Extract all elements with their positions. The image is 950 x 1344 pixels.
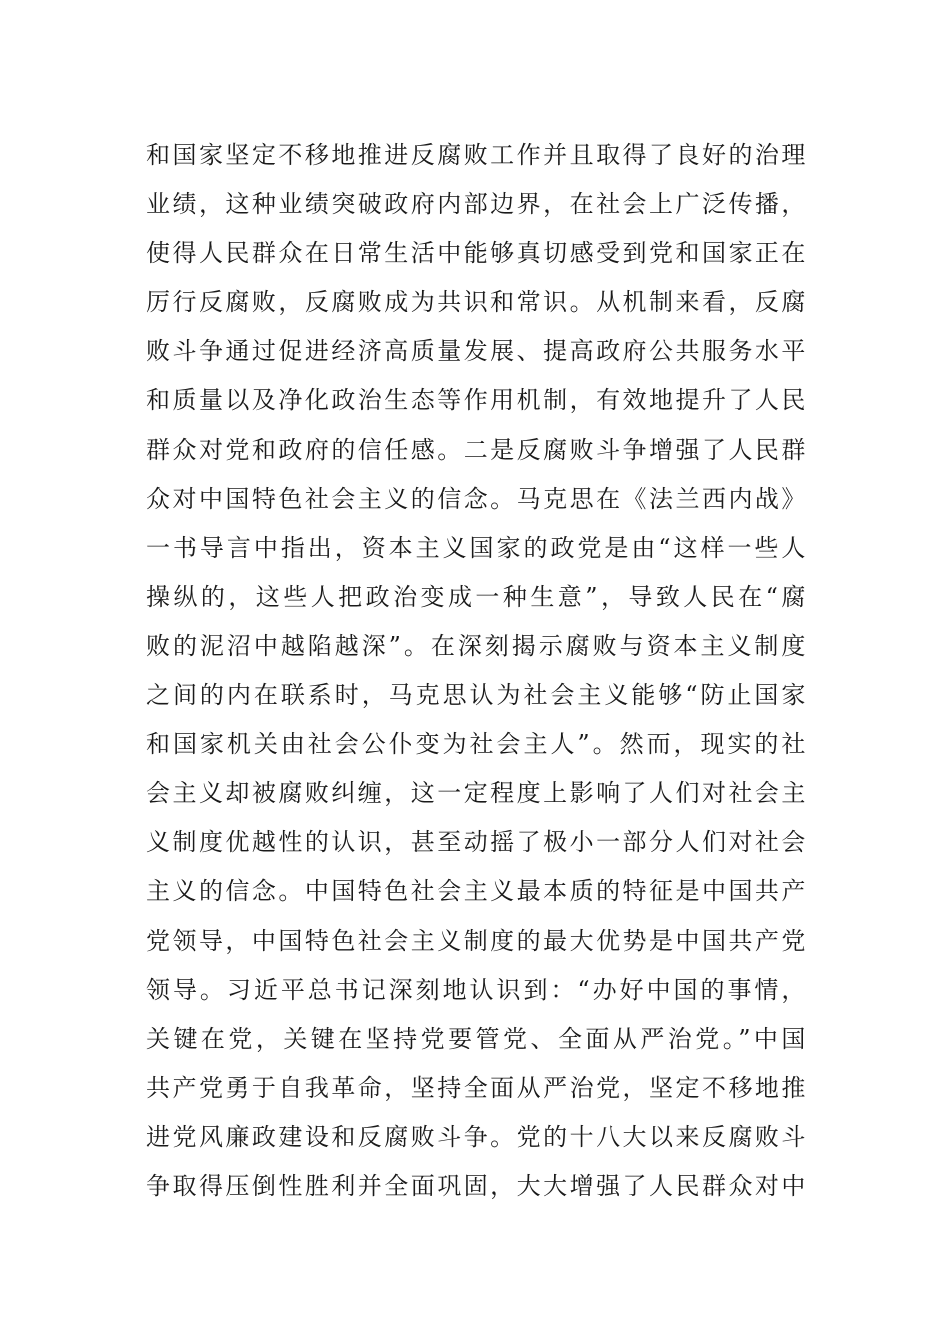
text-line: 和国家坚定不移地推进反腐败工作并且取得了良好的治理 — [146, 141, 806, 169]
body-text — [146, 131, 806, 1211]
text-line: 领导。习近平总书记深刻地认识到：“办好中国的事情， — [146, 975, 806, 1004]
text-line: 使得人民群众在日常生活中能够真切感受到党和国家正在 — [146, 239, 806, 268]
text-line: 厉行反腐败，反腐败成为共识和常识。从机制来看，反腐 — [146, 288, 806, 317]
text-line: 争取得压倒性胜利并全面巩固，大大增强了人民群众对中 — [146, 1171, 806, 1200]
text-line: 败的泥沼中越陷越深”。在深刻揭示腐败与资本主义制度 — [146, 631, 806, 660]
text-line: 一书导言中指出，资本主义国家的政党是由“这样一些人 — [146, 533, 806, 562]
text-line: 业绩，这种业绩突破政府内部边界，在社会上广泛传播， — [146, 190, 806, 219]
text-line: 关键在党，关键在坚持党要管党、全面从严治党。”中国 — [146, 1024, 806, 1053]
text-line: 主义的信念。中国特色社会主义最本质的特征是中国共产 — [146, 877, 806, 906]
text-line: 会主义却被腐败纠缠，这一定程度上影响了人们对社会主 — [146, 779, 806, 808]
text-line: 义制度优越性的认识，甚至动摇了极小一部分人们对社会 — [146, 828, 806, 857]
text-line: 操纵的，这些人把政治变成一种生意”，导致人民在“腐 — [146, 582, 806, 611]
text-line: 之间的内在联系时，马克思认为社会主义能够“防止国家 — [146, 681, 806, 710]
text-line: 群众对党和政府的信任感。二是反腐败斗争增强了人民群 — [146, 435, 806, 464]
text-line: 共产党勇于自我革命，坚持全面从严治党，坚定不移地推 — [146, 1073, 806, 1102]
text-line: 进党风廉政建设和反腐败斗争。党的十八大以来反腐败斗 — [146, 1122, 806, 1151]
text-line: 和质量以及净化政治生态等作用机制，有效地提升了人民 — [146, 386, 806, 415]
text-line: 党领导，中国特色社会主义制度的最大优势是中国共产党 — [146, 926, 806, 955]
text-line: 众对中国特色社会主义的信念。马克思在《法兰西内战》 — [146, 484, 806, 513]
text-line: 和国家机关由社会公仆变为社会主人”。然而，现实的社 — [146, 730, 806, 759]
text-line: 败斗争通过促进经济高质量发展、提高政府公共服务水平 — [146, 337, 806, 366]
